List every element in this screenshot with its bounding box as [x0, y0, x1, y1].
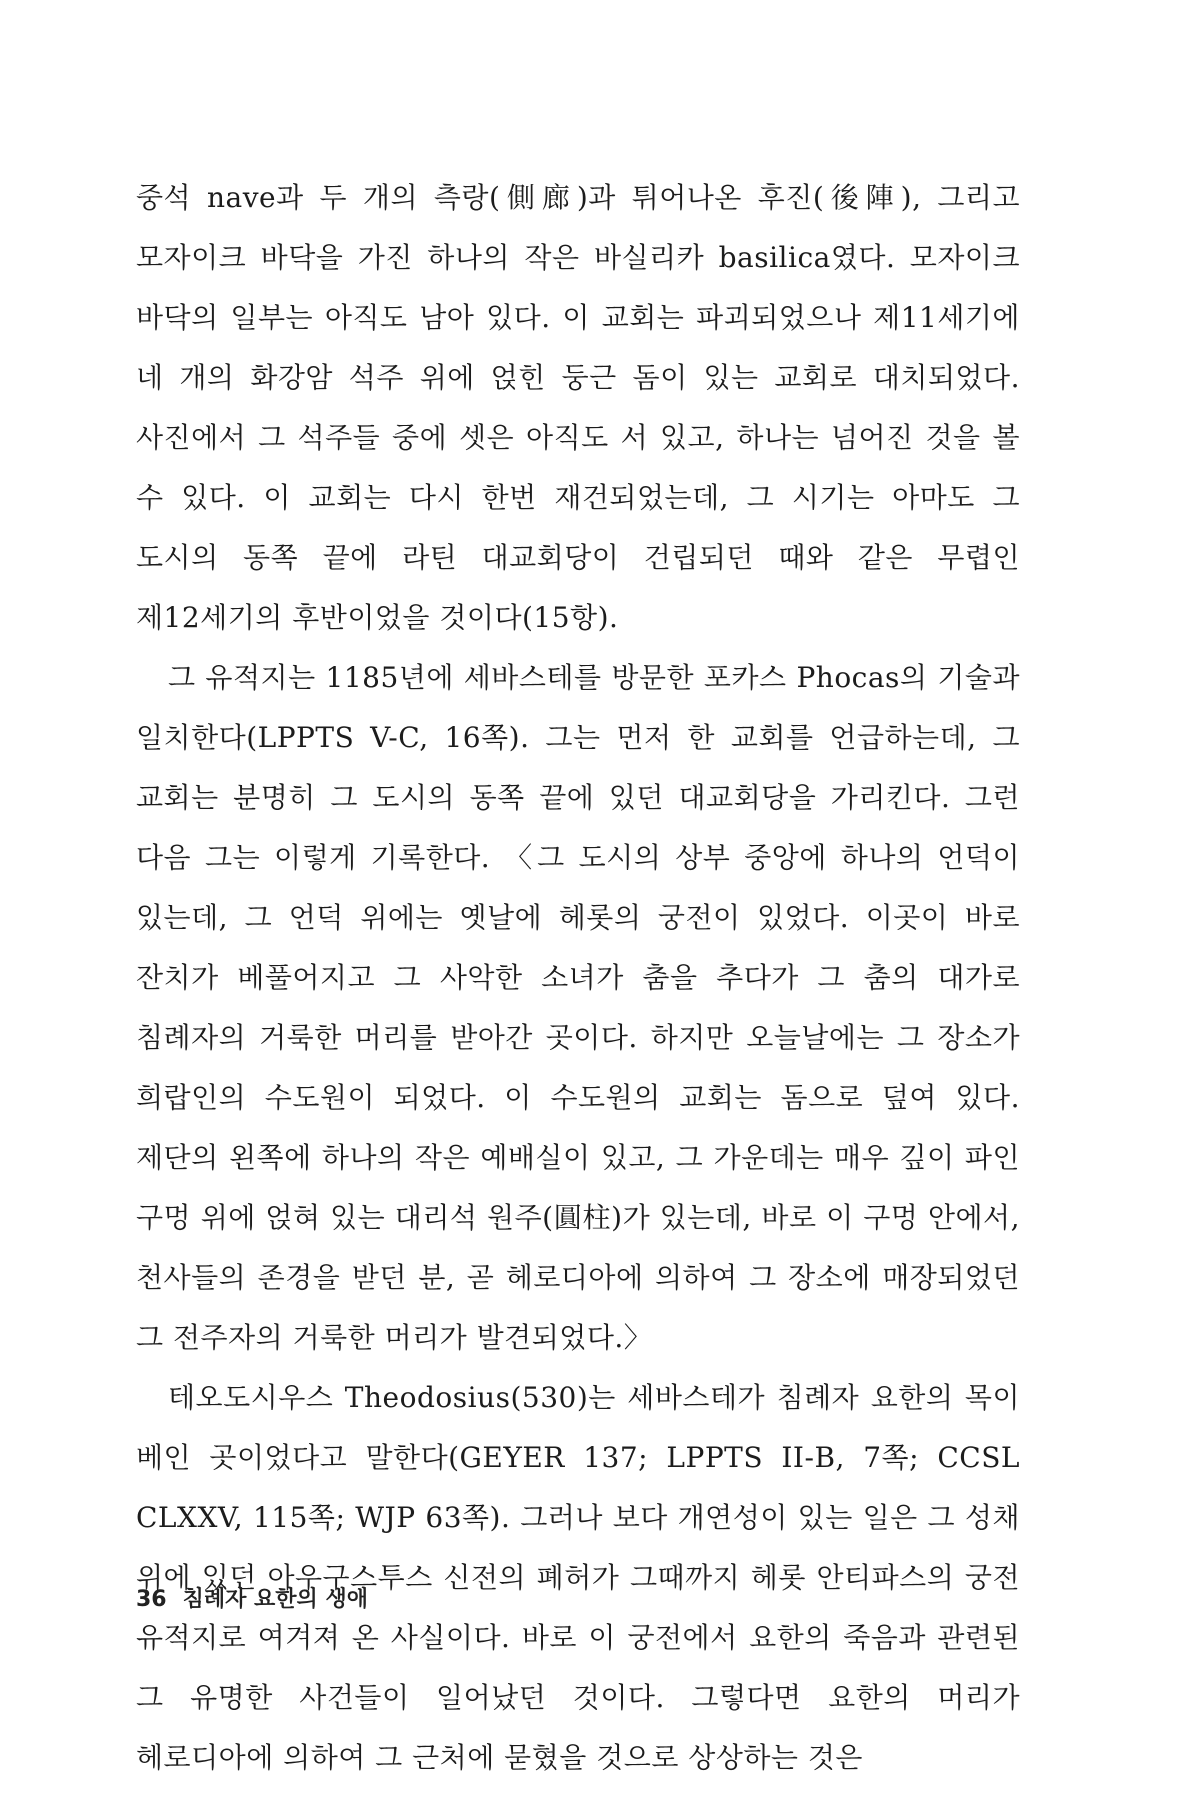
body-text: [136, 168, 1020, 1788]
page-number: 36: [136, 1587, 167, 1612]
paragraph-3: 테오도시우스 Theodosius(530)는 세바스테가 침례자 요한의 목이 베인 곳이었다고 말한다(GEYER 137; LPPTS II-B, 7쪽; CCSL CLXXV, 115쪽; WJP 63쪽). 그러나 보다 개연성이 있는 일은 그 성채 위에 있던 아우구스투스 신전의 폐허가 그때까지 헤롯 안티파스의 궁전 유적지로 여겨져 온 사실이다. 바로 이 궁전에서 요한의 죽음과 관련된 그 유명한 사건들이 일어났던 것이다. 그렇다면 요한의 머리가 헤로디아에 의하여 그 근처에 묻혔을 것으로 상상하는 것은: [136, 1381, 1020, 1774]
paragraph-1: 중석 nave과 두 개의 측랑(側廊)과 튀어나온 후진(後陣), 그리고 모자이크 바닥을 가진 하나의 작은 바실리카 basilica였다. 모자이크 바닥의 일부는 아직도 남아 있다. 이 교회는 파괴되었으나 제11세기에 네 개의 화강암 석주 위에 얹힌 둥근 돔이 있는 교회로 대치되었다. 사진에서 그 석주들 중에 셋은 아직도 서 있고, 하나는 넘어진 것을 볼 수 있다. 이 교회는 다시 한번 재건되었는데, 그 시기는 아마도 그 도시의 동쪽 끝에 라틴 대교회당이 건립되던 때와 같은 무렵인 제12세기의 후반이었을 것이다(15항).: [136, 181, 1020, 634]
page-footer: [136, 1582, 368, 1613]
running-title: 침례자 요한의 생애: [182, 1587, 368, 1612]
paragraph-2: 그 유적지는 1185년에 세바스테를 방문한 포카스 Phocas의 기술과 일치한다(LPPTS V-C, 16쪽). 그는 먼저 한 교회를 언급하는데, 그 교회는 분명히 그 도시의 동쪽 끝에 있던 대교회당을 가리킨다. 그런 다음 그는 이렇게 기록한다. 〈그 도시의 상부 중앙에 하나의 언덕이 있는데, 그 언덕 위에는 옛날에 헤롯의 궁전이 있었다. 이곳이 바로 잔치가 베풀어지고 그 사악한 소녀가 춤을 추다가 그 춤의 대가로 침례자의 거룩한 머리를 받아간 곳이다. 하지만 오늘날에는 그 장소가 희랍인의 수도원이 되었다. 이 수도원의 교회는 돔으로 덮여 있다. 제단의 왼쪽에 하나의 작은 예배실이 있고, 그 가운데는 매우 깊이 파인 구멍 위에 얹혀 있는 대리석 원주(圓柱)가 있는데, 바로 이 구멍 안에서, 천사들의 존경을 받던 분, 곧 헤로디아에 의하여 그 장소에 매장되었던 그 전주자의 거룩한 머리가 발견되었다.〉: [136, 661, 1020, 1354]
